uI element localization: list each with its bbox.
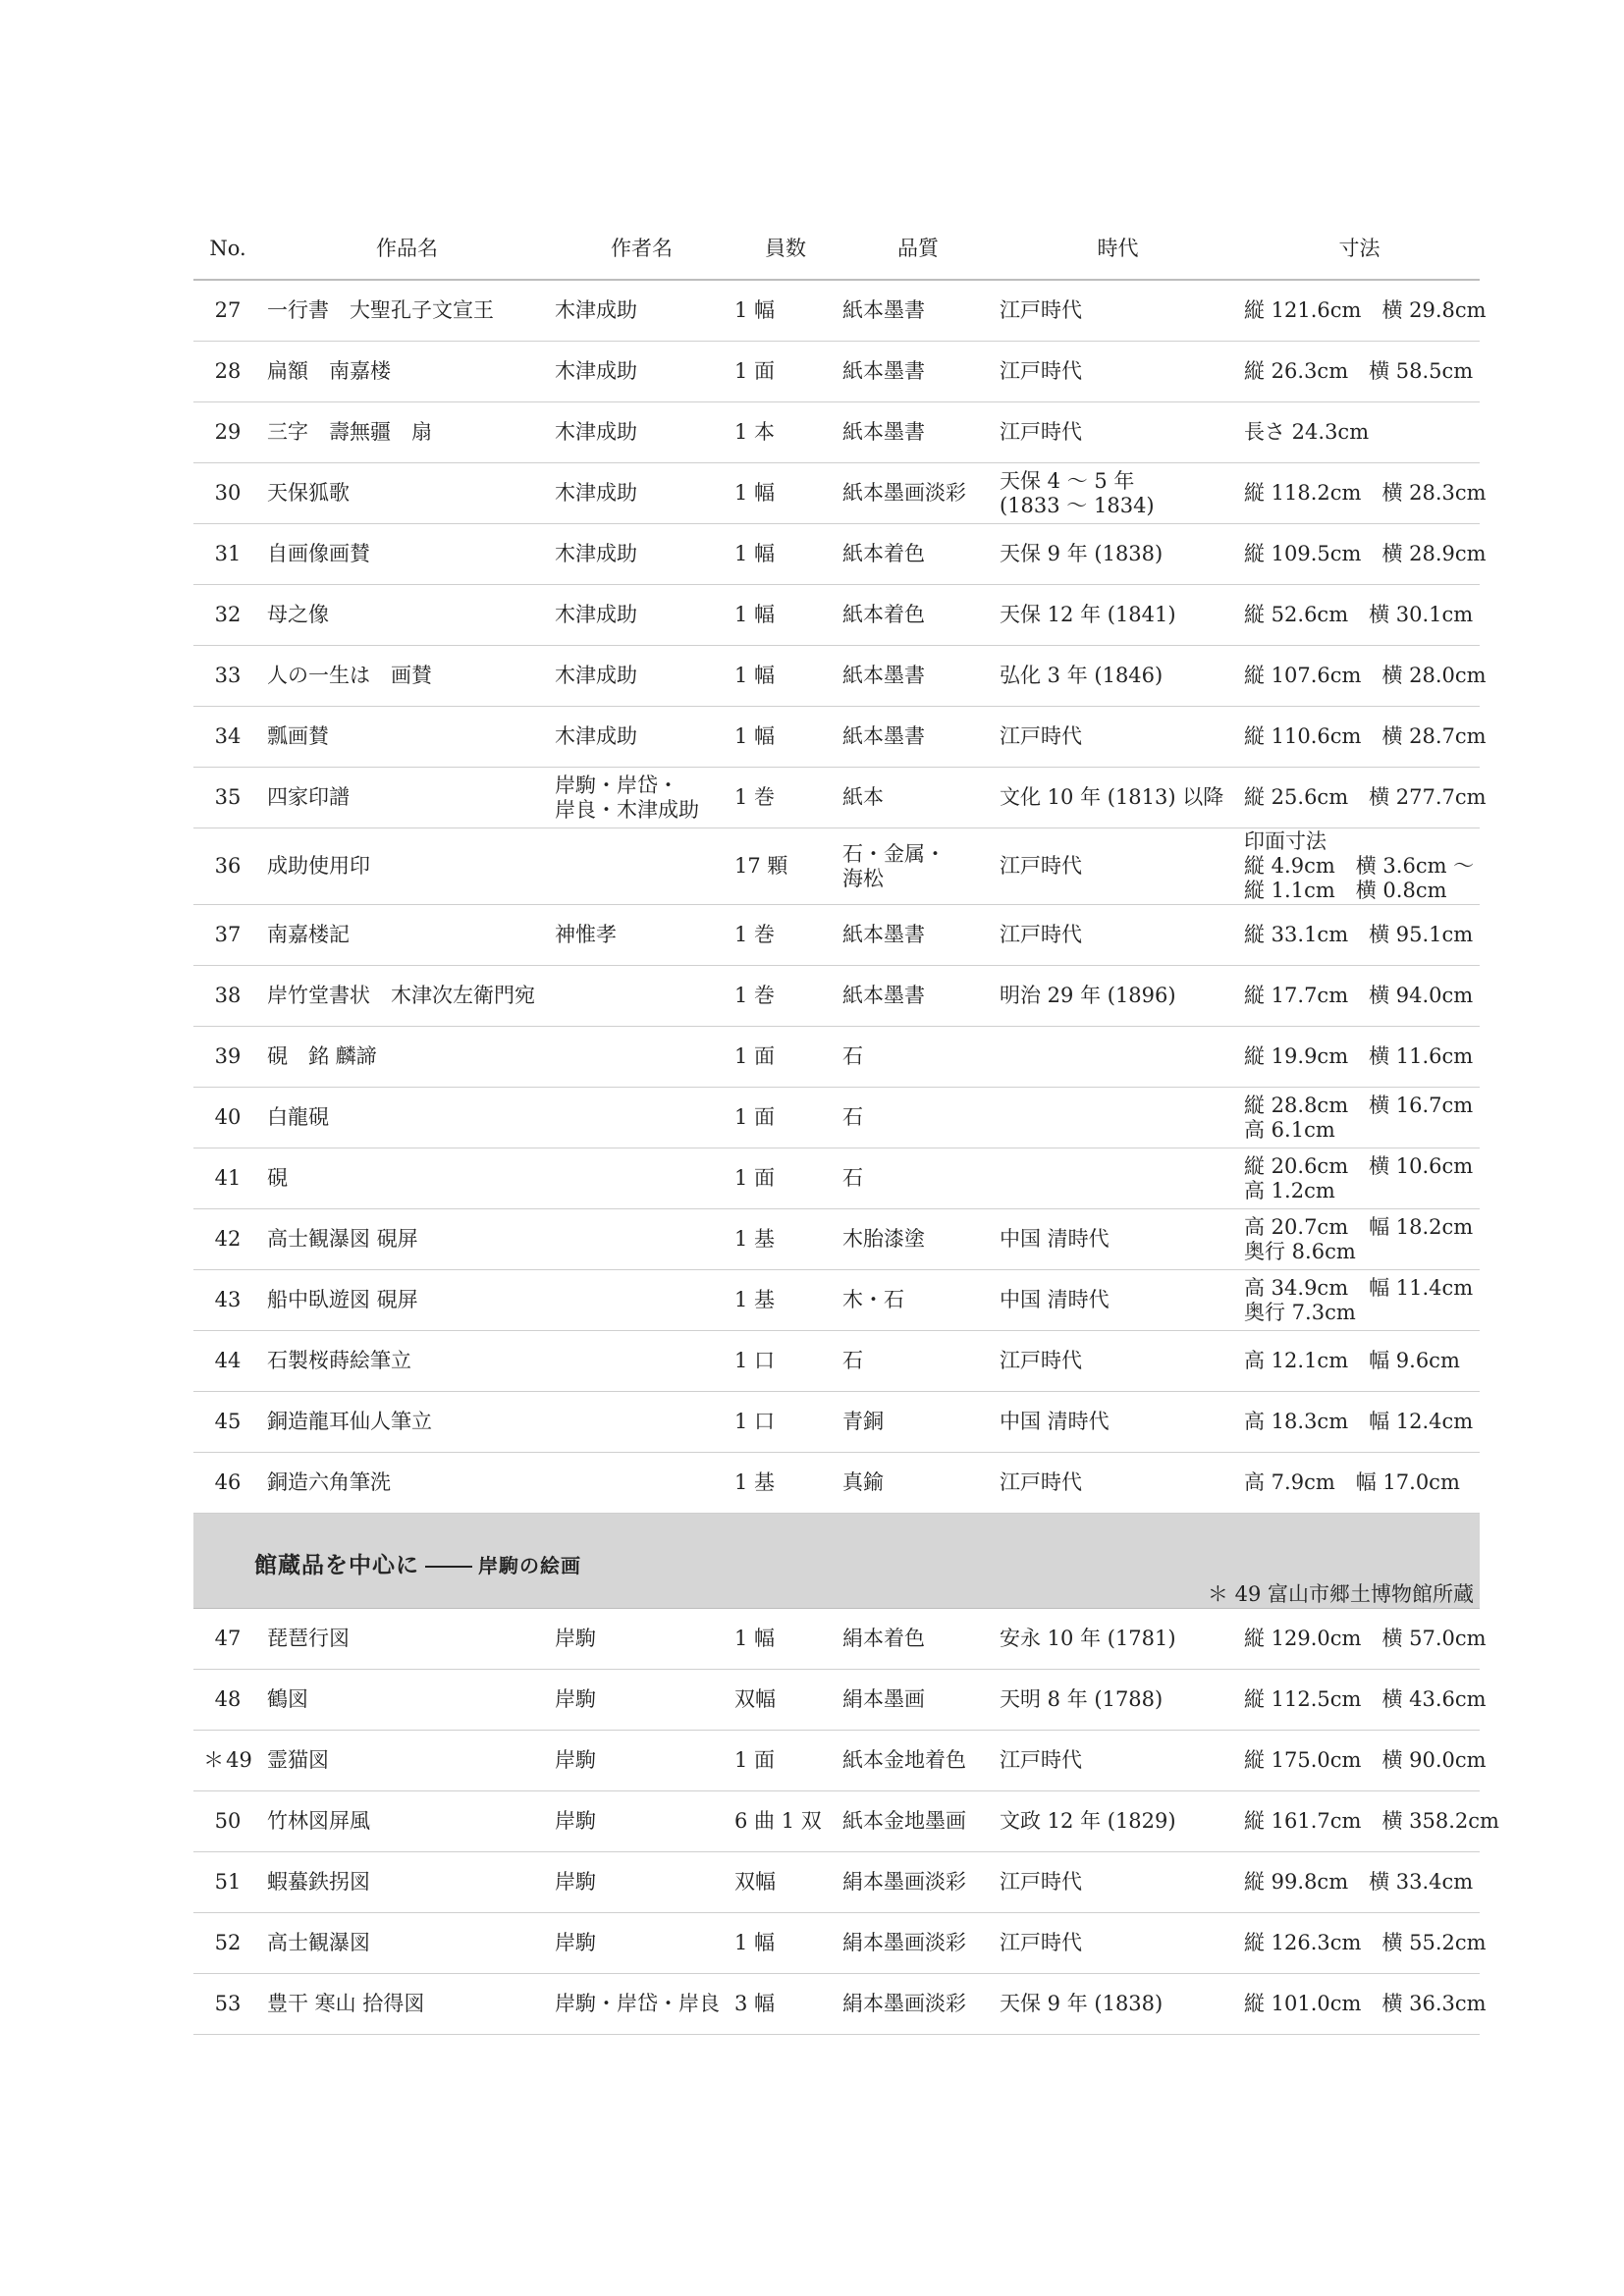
row-size-line: 印面寸法 [1244,829,1326,853]
row-size: 縦 33.1cm 横 95.1cm [1244,923,1474,946]
table-row [193,1331,1480,1392]
row-count: 1 幅 [734,481,776,505]
row-material: 絹本墨画淡彩 [842,1931,966,1954]
row-material: 紙本金地墨画 [842,1809,966,1833]
table-row [193,1670,1487,1731]
row-title: 硯 [267,1166,288,1190]
row-title: 自画像画賛 [267,542,370,565]
row-size-line: 高 6.1cm [1244,1117,1335,1142]
row-no: 35 [214,785,242,809]
row-period: 天保 12 年 (1841) [1000,603,1176,626]
row-material: 石 [842,1166,863,1190]
row-count: 1 面 [734,1748,776,1772]
row-material: 紙本着色 [842,603,925,626]
row-period: 江戸時代 [1000,1931,1082,1954]
row-size: 縦 118.2cm 横 28.3cm [1244,481,1487,505]
table-row [193,1453,1480,1514]
row-period: 明治 29 年 (1896) [1000,984,1176,1007]
row-title: 扁額 南嘉楼 [267,359,391,383]
row-title: 硯 銘 麟諦 [267,1044,377,1068]
row-material: 木胎漆塗 [842,1227,925,1251]
row-no: 28 [214,359,242,383]
row-title: 白龍硯 [267,1105,329,1129]
table-row [193,828,1480,905]
row-material: 紙本墨画淡彩 [842,481,966,505]
row-period: 天保 9 年 (1838) [1000,1992,1164,2015]
row-count: 1 幅 [734,1627,776,1650]
row-material: 紙本墨書 [842,298,925,322]
row-count: 1 口 [734,1349,776,1372]
row-no: 34 [214,724,242,748]
row-count: 1 幅 [734,724,776,748]
table-row [193,1609,1487,1670]
row-period: 江戸時代 [1000,420,1082,444]
row-size-line: 縦 20.6cm 横 10.6cm [1244,1153,1474,1178]
row-period: 安永 10 年 (1781) [1000,1627,1176,1650]
row-material-line: 海松 [842,866,884,890]
row-title: 高士観瀑図 [267,1931,370,1954]
row-size-line: 高 1.2cm [1244,1178,1335,1202]
row-size-line: 奥行 7.3cm [1244,1300,1356,1324]
table-header [193,218,1480,281]
row-size: 縦 107.6cm 横 28.0cm [1244,664,1487,687]
row-title: 瓢画賛 [267,724,329,748]
row-size: 縦 25.6cm 横 277.7cm [1244,785,1487,809]
row-no: 53 [214,1992,242,2015]
row-count: 1 本 [734,420,776,444]
row-title: 銅造六角筆洗 [267,1470,391,1494]
row-title: 石製桜蒔絵筆立 [267,1349,411,1372]
row-size: 縦 26.3cm 横 58.5cm [1244,359,1474,383]
table-row [193,585,1480,646]
row-title: 豊干 寒山 拾得図 [267,1992,425,2015]
row-count: 1 幅 [734,603,776,626]
row-material: 真鍮 [842,1470,884,1494]
row-count: 1 巻 [734,923,776,946]
row-author: 岸駒 [555,1627,596,1650]
row-size-line: 縦 28.8cm 横 16.7cm [1244,1093,1474,1117]
row-material: 絹本墨画淡彩 [842,1992,966,2015]
row-material-line: 石・金属・ [842,841,946,866]
row-no: 30 [214,481,242,505]
row-count: 6 曲 1 双 [734,1809,822,1833]
table-row [193,707,1487,768]
table-row [193,1974,1487,2035]
table-row [193,1027,1480,1088]
row-size: 縦 17.7cm 横 94.0cm [1244,984,1474,1007]
row-size: 縦 161.7cm 横 358.2cm [1244,1809,1499,1833]
row-author: 岸駒 [555,1931,596,1954]
row-size: 縦 110.6cm 横 28.7cm [1244,724,1487,748]
row-material: 木・石 [842,1288,904,1311]
row-no [193,1748,262,1773]
row-title: 母之像 [267,603,329,626]
row-author: 岸駒 [555,1748,596,1772]
section-subtitle: 岸駒の絵画 [478,1554,581,1577]
row-count: 1 面 [734,359,776,383]
row-title: 四家印譜 [267,785,350,809]
row-count: 1 口 [734,1410,776,1433]
row-count: 1 巻 [734,984,776,1007]
row-period: 江戸時代 [1000,1349,1082,1372]
row-period-line: (1833 ～ 1834) [1000,493,1155,517]
row-size-line: 縦 4.9cm 横 3.6cm ～ [1244,854,1475,878]
em-dash-rule [425,1566,472,1568]
row-period [997,469,1239,518]
row-period: 弘化 3 年 (1846) [1000,664,1164,687]
table-row [193,1088,1480,1148]
row-author-line: 岸良・木津成助 [555,797,699,822]
row-no: 44 [214,1349,242,1372]
row-size: 高 18.3cm 幅 12.4cm [1244,1410,1474,1433]
table-row [193,1209,1480,1270]
row-period: 文化 10 年 (1813) 以降 [1000,785,1224,809]
row-period: 江戸時代 [1000,1748,1082,1772]
row-no: 39 [214,1044,242,1068]
row-size-line: 高 34.9cm 幅 11.4cm [1244,1275,1474,1300]
header-count: 員数 [765,236,806,260]
row-title: 銅造龍耳仙人筆立 [267,1410,432,1433]
row-material: 紙本墨書 [842,724,925,748]
row-no: 27 [214,298,242,322]
row-author: 木津成助 [555,420,637,444]
row-author: 岸駒 [555,1809,596,1833]
row-author: 岸駒 [555,1870,596,1894]
table-body-part1 [193,281,1487,1514]
row-material: 紙本墨書 [842,664,925,687]
header-material: 品質 [897,236,939,260]
row-count: 3 幅 [734,1992,776,2015]
table-row [193,402,1480,463]
row-period: 中国 清時代 [1000,1288,1110,1311]
row-count: 1 面 [734,1166,776,1190]
row-no: 52 [214,1931,242,1954]
row-no: 42 [214,1227,242,1251]
table-row [193,1392,1480,1453]
row-count: 1 基 [734,1288,776,1311]
row-material: 絹本墨画 [842,1687,925,1711]
row-size: 縦 112.5cm 横 43.6cm [1244,1687,1487,1711]
asterisk-mark: ＊ [203,1748,225,1772]
row-period: 江戸時代 [1000,1470,1082,1494]
table-row [193,281,1487,342]
row-count: 17 顆 [734,854,788,878]
row-no: 36 [214,854,242,878]
row-period: 文政 12 年 (1829) [1000,1809,1176,1833]
row-count: 1 面 [734,1044,776,1068]
table-row [193,1148,1480,1209]
header-size: 寸法 [1338,236,1380,260]
row-no-value: 49 [226,1748,252,1772]
row-size: 長さ 24.3cm [1244,420,1370,444]
row-count: 1 幅 [734,542,776,565]
header-author: 作者名 [611,236,673,260]
row-no: 41 [214,1166,242,1190]
row-no: 46 [214,1470,242,1494]
row-count: 1 面 [734,1105,776,1129]
row-no: 33 [214,664,242,687]
row-author: 木津成助 [555,298,637,322]
row-material [839,842,997,891]
row-period: 江戸時代 [1000,1870,1082,1894]
header-no: No. [209,236,246,260]
row-size: 縦 126.3cm 横 55.2cm [1244,1931,1487,1954]
row-material: 紙本着色 [842,542,925,565]
row-size: 縦 129.0cm 横 57.0cm [1244,1627,1487,1650]
row-title: 高士観瀑図 硯屏 [267,1227,418,1251]
row-period: 江戸時代 [1000,359,1082,383]
row-size [1239,1276,1480,1325]
row-title: 船中臥遊図 硯屏 [267,1288,418,1311]
row-no: 47 [214,1627,242,1650]
table-row [193,1270,1480,1331]
row-size [1239,1215,1480,1264]
row-material: 石 [842,1349,863,1372]
row-period: 江戸時代 [1000,854,1082,878]
row-title: 天保狐歌 [267,481,350,505]
row-count: 双幅 [734,1870,776,1894]
table-row [193,342,1480,402]
row-count: 1 巻 [734,785,776,809]
row-size [1239,829,1480,903]
row-size: 縦 52.6cm 横 30.1cm [1244,603,1474,626]
row-title: 人の一生は 画賛 [267,664,432,687]
row-title: 琵琶行図 [267,1627,350,1650]
table-row [193,768,1487,828]
row-size [1239,1094,1480,1143]
table-row [193,1731,1487,1791]
row-period: 中国 清時代 [1000,1227,1110,1251]
row-title: 成助使用印 [267,854,370,878]
row-author-line: 岸駒・岸岱・ [555,773,678,797]
row-no: 50 [214,1809,242,1833]
row-count: 双幅 [734,1687,776,1711]
row-no: 32 [214,603,242,626]
row-size: 縦 121.6cm 横 29.8cm [1244,298,1487,322]
row-author: 木津成助 [555,664,637,687]
section-note: ＊ 49 富山市郷土博物館所蔵 [1207,1582,1474,1606]
row-material: 紙本墨書 [842,359,925,383]
row-author: 木津成助 [555,603,637,626]
row-period-line: 天保 4 ～ 5 年 [1000,468,1135,493]
row-period: 天明 8 年 (1788) [1000,1687,1164,1711]
section-band [193,1514,1480,1609]
row-no: 40 [214,1105,242,1129]
row-title: 南嘉楼記 [267,923,350,946]
row-size: 高 7.9cm 幅 17.0cm [1244,1470,1460,1494]
row-title: 三字 壽無疆 扇 [267,420,432,444]
row-size-line: 高 20.7cm 幅 18.2cm [1244,1214,1474,1239]
row-size: 縦 109.5cm 横 28.9cm [1244,542,1487,565]
table-row [193,1791,1499,1852]
row-author: 木津成助 [555,359,637,383]
row-material: 紙本金地着色 [842,1748,966,1772]
row-material: 絹本着色 [842,1627,925,1650]
row-author: 木津成助 [555,542,637,565]
row-no: 38 [214,984,242,1007]
table-row [193,1852,1480,1913]
row-material: 紙本墨書 [842,420,925,444]
row-no: 45 [214,1410,242,1433]
row-author: 岸駒 [555,1687,596,1711]
row-author: 岸駒・岸岱・岸良 [555,1992,720,2015]
row-material: 紙本墨書 [842,923,925,946]
row-size-line: 奥行 8.6cm [1244,1239,1356,1263]
header-period: 時代 [1097,236,1139,260]
row-count: 1 幅 [734,1931,776,1954]
row-no: 29 [214,420,242,444]
row-period: 江戸時代 [1000,923,1082,946]
table-body-part2 [193,1609,1499,2035]
table-row [193,524,1487,585]
row-title: 鶴図 [267,1687,308,1711]
row-author: 木津成助 [555,724,637,748]
table-row [193,966,1480,1027]
row-no: 51 [214,1870,242,1894]
table-row [193,463,1487,524]
section-title [254,1547,581,1579]
row-size: 高 12.1cm 幅 9.6cm [1244,1349,1460,1372]
row-size: 縦 175.0cm 横 90.0cm [1244,1748,1487,1772]
row-count: 1 基 [734,1227,776,1251]
row-no: 48 [214,1687,242,1711]
row-period: 江戸時代 [1000,724,1082,748]
row-title: 霊猫図 [267,1748,329,1772]
table-row [193,905,1480,966]
row-material: 紙本 [842,785,884,809]
row-period: 中国 清時代 [1000,1410,1110,1433]
row-title: 岸竹堂書状 木津次左衛門宛 [267,984,535,1007]
row-size: 縦 19.9cm 横 11.6cm [1244,1044,1474,1068]
row-size-line: 縦 1.1cm 横 0.8cm [1244,879,1447,902]
row-material: 絹本墨画淡彩 [842,1870,966,1894]
row-material: 紙本墨書 [842,984,925,1007]
row-title: 一行書 大聖孔子文宣王 [267,298,494,322]
row-size: 縦 101.0cm 横 36.3cm [1244,1992,1487,2015]
row-count: 1 幅 [734,664,776,687]
row-period: 天保 9 年 (1838) [1000,542,1164,565]
row-no: 43 [214,1288,242,1311]
row-size: 縦 99.8cm 横 33.4cm [1244,1870,1474,1894]
row-no: 37 [214,923,242,946]
row-size [1239,1154,1480,1203]
row-title: 蝦蟇鉄拐図 [267,1870,370,1894]
row-material: 石 [842,1105,863,1129]
table-row [193,646,1487,707]
header-title: 作品名 [376,236,438,260]
row-period: 江戸時代 [1000,298,1082,322]
catalog-table [193,218,1499,2035]
table-row [193,1913,1487,1974]
row-material: 青銅 [842,1410,884,1433]
row-author [552,774,731,823]
row-author: 木津成助 [555,481,637,505]
row-title: 竹林図屏風 [267,1809,370,1833]
section-title-text: 館蔵品を中心に [254,1552,419,1578]
row-count: 1 基 [734,1470,776,1494]
row-author: 神惟孝 [555,923,617,946]
row-count: 1 幅 [734,298,776,322]
row-material: 石 [842,1044,863,1068]
row-no: 31 [214,542,242,565]
